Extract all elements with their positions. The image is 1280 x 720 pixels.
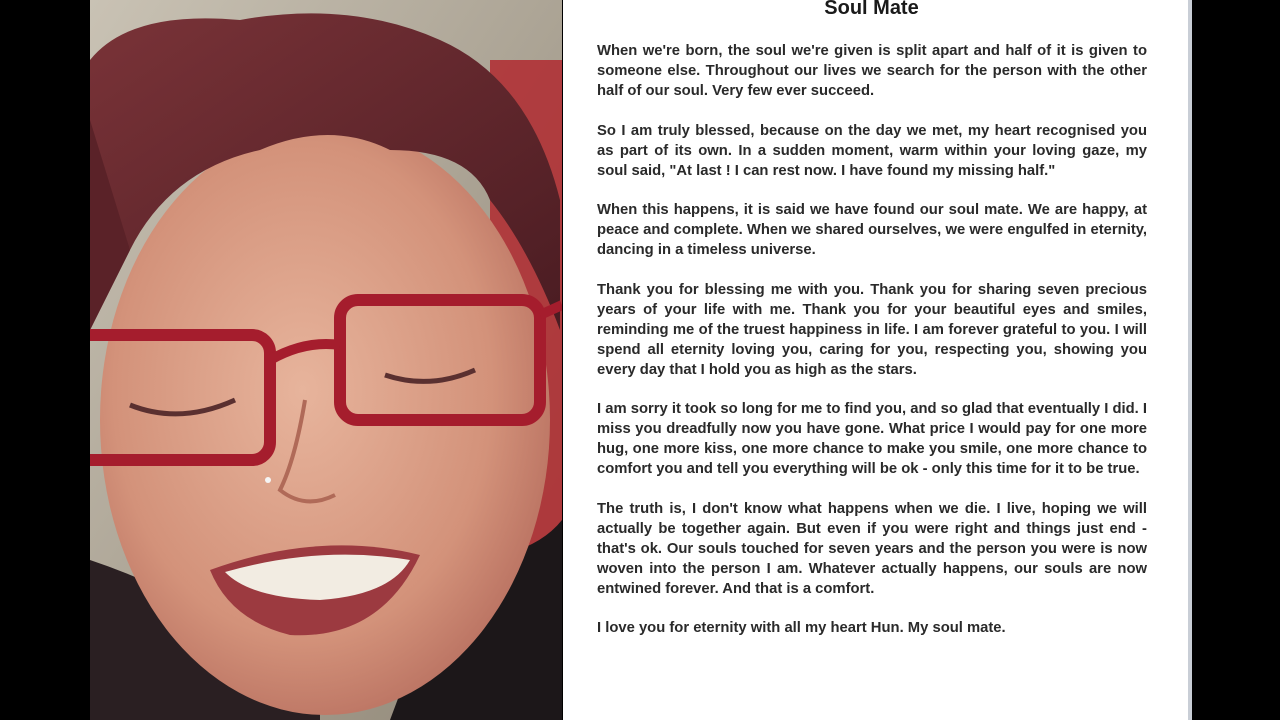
document-body	[597, 41, 1147, 658]
paragraph: Thank you for blessing me with you. Thank you for sharing seven precious years of your life with me. Thank you for your beautiful eyes and smiles, reminding me of the truest happiness in life. I am forever grateful to you. I will spend all eternity loving you, caring for you, respecting you, showing you every day that I hold you as high as the stars.	[597, 281, 1147, 378]
portrait-photo	[90, 0, 562, 720]
nose-stud	[265, 477, 271, 483]
paragraph: When we're born, the soul we're given is split apart and half of it is given to someone else. Throughout our lives we search for the person with the other half of our soul. Very few ever succeed.	[597, 43, 1147, 99]
paragraph: The truth is, I don't know what happens when we die. I live, hoping we will actually be together again. But even if you were right and things just end - that's ok. Our souls touched for seven years and the person you were is now woven into the person I am. Whatever actually happens, our souls are now entwined forever. And that is a comfort.	[597, 500, 1147, 597]
paragraph: I love you for eternity with all my heart Hun. My soul mate.	[597, 620, 1006, 636]
portrait-illustration	[90, 0, 562, 720]
paragraph: When this happens, it is said we have found our soul mate. We are happy, at peace and complete. When we shared ourselves, we were engulfed in eternity, dancing in a timeless universe.	[597, 202, 1147, 258]
paragraph: So I am truly blessed, because on the day we met, my heart recognised you as part of its own. In a sudden moment, warm within your loving gaze, my soul said, "At last ! I can rest now. I have found my missing half."	[597, 122, 1147, 179]
page-edge	[1188, 0, 1192, 720]
document-page	[563, 0, 1190, 720]
paragraph: I am sorry it took so long for me to find you, and so glad that eventually I did. I miss you dreadfully now you have gone. What price I would pay for one more hug, one more kiss, one more chance to make you smile, one more chance to comfort you and tell you everything will be ok - only this time for it to be true.	[597, 401, 1148, 477]
page-title: Soul Mate	[824, 0, 919, 19]
